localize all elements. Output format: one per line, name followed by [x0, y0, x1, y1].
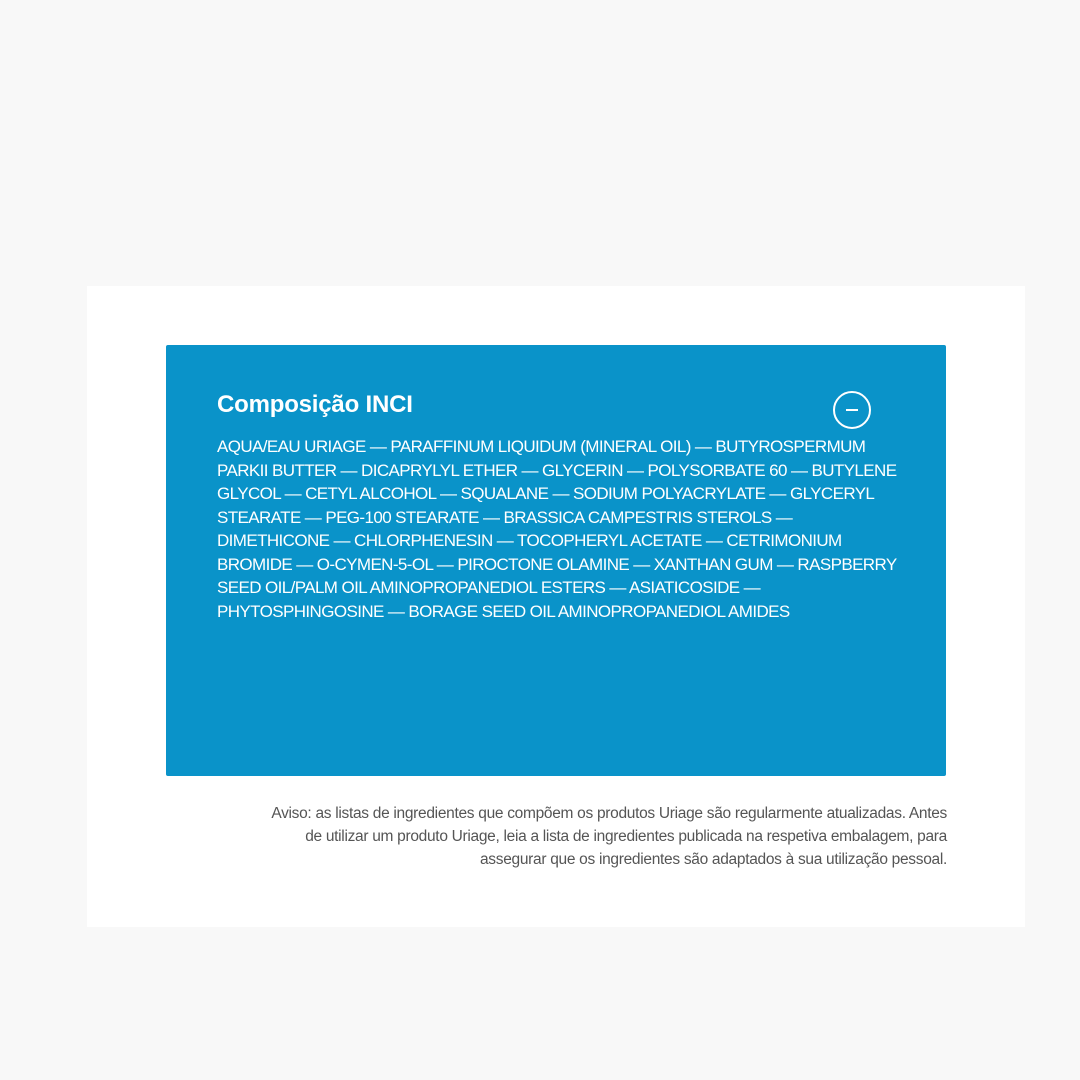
panel-title: Composição INCI — [217, 391, 413, 418]
accordion-header[interactable] — [217, 389, 906, 427]
disclaimer-text: Aviso: as listas de ingredientes que compõem os produtos Uriage são regularmente atualizadas. Antes de utilizar um produto Uriage, leia a lista de ingredientes publicada na respetiva embalagem, para assegurar que os ingredientes são adaptados à sua utilização pessoal. — [271, 805, 947, 868]
inci-accordion-panel — [166, 345, 946, 776]
collapse-toggle-button[interactable] — [833, 391, 871, 429]
ingredients-card — [87, 286, 1025, 927]
ingredients-list: AQUA/EAU URIAGE — PARAFFINUM LIQUIDUM (MINERAL OIL) — BUTYROSPERMUM PARKII BUTTER — DICAPRYLYL ETHER — GLYCERIN — POLYSORBATE 60 — BUTYLENE GLYCOL — CETYL ALCOHOL — SQUALANE — SODIUM POLYACRYLATE — GLYCERYL STEARATE — PEG-100 STEARATE — BRASSICA CAMPESTRIS STEROLS — DIMETHICONE — CHLORPHENESIN — TOCOPHERYL ACETATE — CETRIMONIUM BROMIDE — O-CYMEN-5-OL — PIROCTONE OLAMINE — XANTHAN GUM — RASPBERRY SEED OIL/PALM OIL AMINOPROPANEDIOL ESTERS — ASIATICOSIDE — PHYTOSPHINGOSINE — BORAGE SEED OIL AMINOPROPANEDIOL AMIDES — [217, 437, 897, 621]
minus-circle-icon — [846, 409, 858, 411]
